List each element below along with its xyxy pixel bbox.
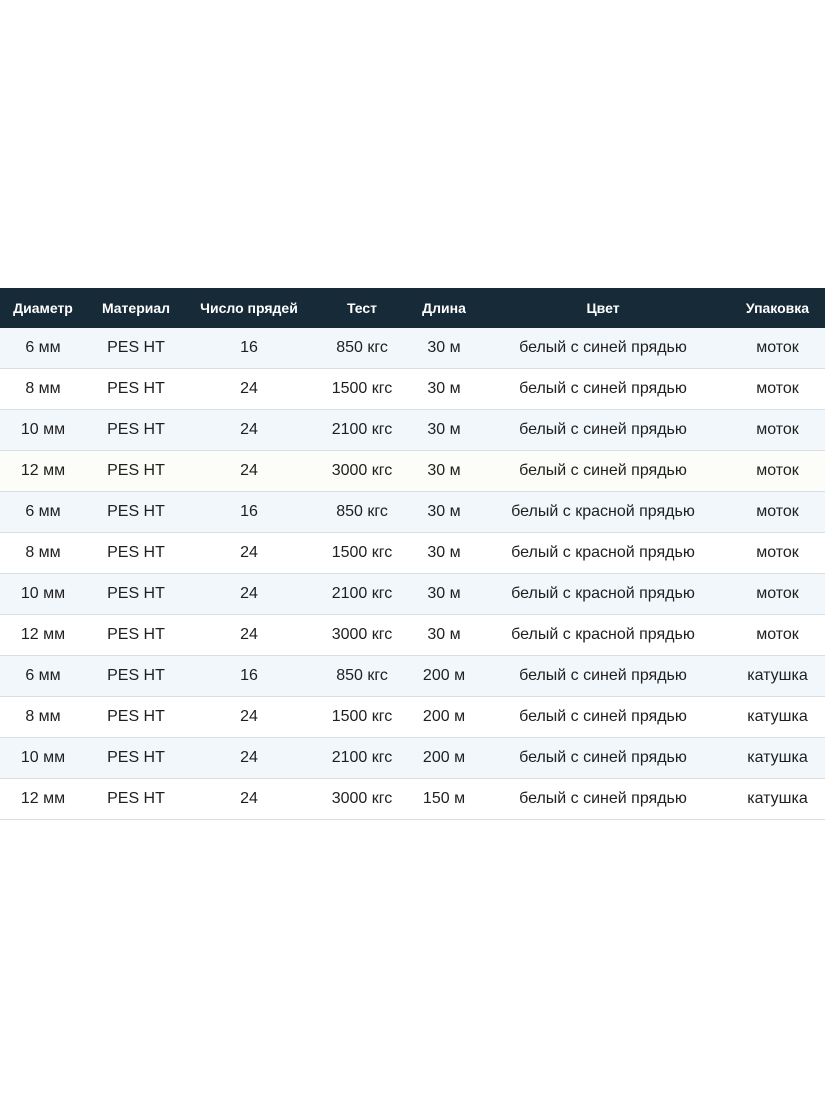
cell-packaging: моток <box>730 410 825 451</box>
cell-material: PES HT <box>86 451 186 492</box>
table-row <box>0 779 825 820</box>
cell-diameter: 8 мм <box>0 697 86 738</box>
table-row <box>0 656 825 697</box>
cell-length: 150 м <box>412 779 476 820</box>
cell-color: белый с синей прядью <box>476 779 730 820</box>
header-row <box>0 288 825 328</box>
cell-material: PES HT <box>86 779 186 820</box>
cell-material: PES HT <box>86 738 186 779</box>
cell-strands: 24 <box>186 779 312 820</box>
cell-material: PES HT <box>86 410 186 451</box>
header-diameter: Диаметр <box>0 288 86 328</box>
cell-diameter: 10 мм <box>0 410 86 451</box>
cell-test: 1500 кгс <box>312 533 412 574</box>
table-row <box>0 369 825 410</box>
cell-strands: 16 <box>186 492 312 533</box>
cell-material: PES HT <box>86 574 186 615</box>
table-row <box>0 533 825 574</box>
cell-length: 30 м <box>412 533 476 574</box>
cell-strands: 24 <box>186 410 312 451</box>
cell-length: 30 м <box>412 492 476 533</box>
header-length: Длина <box>412 288 476 328</box>
cell-color: белый с красной прядью <box>476 574 730 615</box>
cell-diameter: 6 мм <box>0 328 86 369</box>
cell-color: белый с синей прядью <box>476 656 730 697</box>
cell-strands: 24 <box>186 451 312 492</box>
cell-packaging: моток <box>730 451 825 492</box>
rope-spec-table <box>0 288 825 820</box>
cell-material: PES HT <box>86 492 186 533</box>
header-test: Тест <box>312 288 412 328</box>
table-row <box>0 574 825 615</box>
table-row <box>0 492 825 533</box>
cell-length: 30 м <box>412 451 476 492</box>
cell-diameter: 12 мм <box>0 779 86 820</box>
cell-diameter: 12 мм <box>0 615 86 656</box>
cell-test: 3000 кгс <box>312 615 412 656</box>
header-color: Цвет <box>476 288 730 328</box>
cell-packaging: моток <box>730 533 825 574</box>
cell-test: 3000 кгс <box>312 779 412 820</box>
cell-packaging: моток <box>730 492 825 533</box>
cell-test: 850 кгс <box>312 328 412 369</box>
cell-length: 30 м <box>412 615 476 656</box>
cell-diameter: 10 мм <box>0 738 86 779</box>
cell-packaging: катушка <box>730 779 825 820</box>
cell-packaging: моток <box>730 328 825 369</box>
cell-packaging: катушка <box>730 738 825 779</box>
cell-strands: 24 <box>186 574 312 615</box>
table-row <box>0 410 825 451</box>
table-header <box>0 288 825 328</box>
table-row <box>0 451 825 492</box>
cell-color: белый с синей прядью <box>476 738 730 779</box>
table-row <box>0 738 825 779</box>
cell-test: 1500 кгс <box>312 697 412 738</box>
cell-packaging: катушка <box>730 656 825 697</box>
cell-diameter: 6 мм <box>0 492 86 533</box>
table-body <box>0 328 825 820</box>
cell-test: 2100 кгс <box>312 574 412 615</box>
cell-material: PES HT <box>86 328 186 369</box>
cell-packaging: моток <box>730 615 825 656</box>
cell-packaging: катушка <box>730 697 825 738</box>
cell-diameter: 6 мм <box>0 656 86 697</box>
cell-packaging: моток <box>730 574 825 615</box>
cell-diameter: 8 мм <box>0 369 86 410</box>
cell-strands: 24 <box>186 533 312 574</box>
cell-material: PES HT <box>86 697 186 738</box>
cell-color: белый с синей прядью <box>476 410 730 451</box>
cell-material: PES HT <box>86 656 186 697</box>
cell-length: 30 м <box>412 369 476 410</box>
cell-color: белый с красной прядью <box>476 615 730 656</box>
header-packaging: Упаковка <box>730 288 825 328</box>
cell-length: 200 м <box>412 697 476 738</box>
table-row <box>0 615 825 656</box>
cell-color: белый с синей прядью <box>476 451 730 492</box>
cell-length: 200 м <box>412 656 476 697</box>
cell-diameter: 12 мм <box>0 451 86 492</box>
cell-diameter: 8 мм <box>0 533 86 574</box>
table-row <box>0 328 825 369</box>
cell-length: 30 м <box>412 574 476 615</box>
cell-test: 850 кгс <box>312 492 412 533</box>
cell-strands: 24 <box>186 697 312 738</box>
cell-length: 30 м <box>412 328 476 369</box>
cell-test: 3000 кгс <box>312 451 412 492</box>
cell-test: 2100 кгс <box>312 738 412 779</box>
cell-color: белый с красной прядью <box>476 533 730 574</box>
cell-packaging: моток <box>730 369 825 410</box>
cell-test: 2100 кгс <box>312 410 412 451</box>
cell-material: PES HT <box>86 533 186 574</box>
cell-test: 850 кгс <box>312 656 412 697</box>
header-strands: Число прядей <box>186 288 312 328</box>
cell-strands: 24 <box>186 615 312 656</box>
cell-material: PES HT <box>86 369 186 410</box>
cell-strands: 24 <box>186 738 312 779</box>
cell-material: PES HT <box>86 615 186 656</box>
cell-length: 30 м <box>412 410 476 451</box>
cell-color: белый с синей прядью <box>476 369 730 410</box>
cell-strands: 24 <box>186 369 312 410</box>
cell-strands: 16 <box>186 328 312 369</box>
cell-strands: 16 <box>186 656 312 697</box>
header-material: Материал <box>86 288 186 328</box>
cell-diameter: 10 мм <box>0 574 86 615</box>
cell-color: белый с красной прядью <box>476 492 730 533</box>
cell-color: белый с синей прядью <box>476 328 730 369</box>
cell-length: 200 м <box>412 738 476 779</box>
cell-color: белый с синей прядью <box>476 697 730 738</box>
cell-test: 1500 кгс <box>312 369 412 410</box>
table-row <box>0 697 825 738</box>
